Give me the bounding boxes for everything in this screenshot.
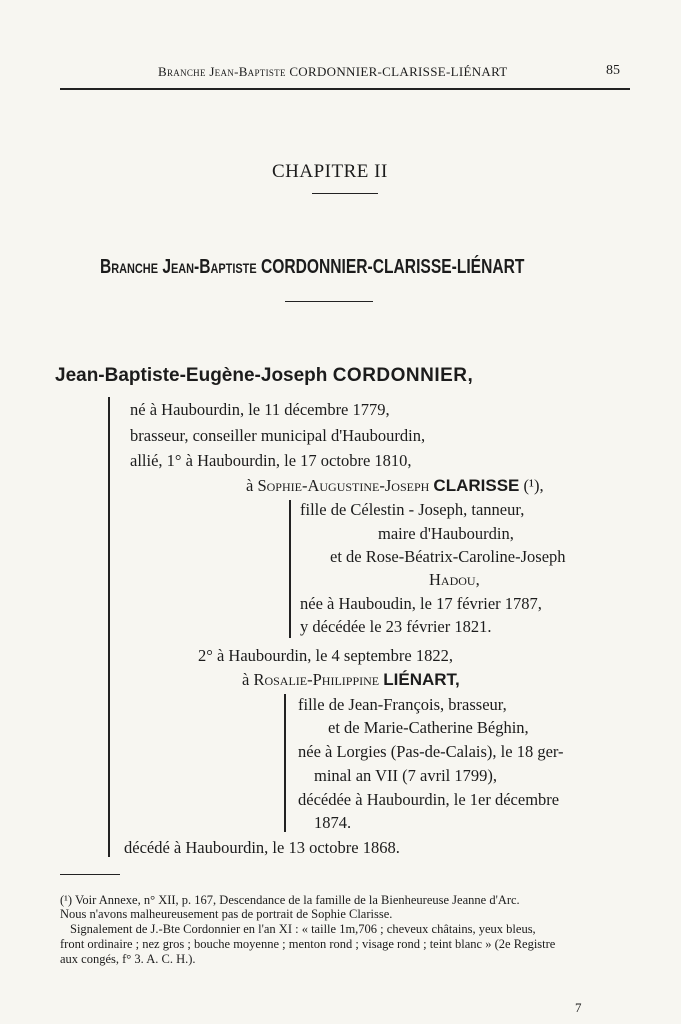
person-given-names: Jean-Baptiste-Eugène-Joseph bbox=[55, 365, 328, 386]
spouse2-marriage: 2° à Haubourdin, le 4 septembre 1822, bbox=[198, 646, 453, 665]
spouse2-line: et de Marie-Catherine Béghin, bbox=[328, 718, 529, 737]
person-name bbox=[55, 365, 473, 387]
spouse1-bracket bbox=[289, 500, 291, 638]
footnote-line: (¹) Voir Annexe, n° XII, p. 167, Descendance de la famille de la Bienheureuse Jeanne d'Arc. bbox=[60, 893, 520, 907]
spouse1-prefix: à bbox=[246, 476, 258, 495]
spouse2-surname: LIÉNART, bbox=[383, 670, 460, 689]
chapter-rule bbox=[312, 193, 378, 194]
spouse2-prefix: à bbox=[242, 670, 254, 689]
spouse2-line: 1874. bbox=[314, 813, 352, 832]
footnote-line: Signalement de J.-Bte Cordonnier en l'an XI : « taille 1m,706 ; cheveux châtains, yeux bleus, bbox=[70, 922, 536, 936]
spouse1-given-names: Sophie-Augustine-Joseph bbox=[257, 476, 430, 495]
spouse2-given-names: Rosalie-Philippine bbox=[253, 670, 380, 689]
spouse1-line: fille de Célestin - Joseph, tanneur, bbox=[300, 500, 525, 519]
footnote-line: aux congés, f° 3. A. C. H.). bbox=[60, 952, 196, 966]
footnote-line: front ordinaire ; nez gros ; bouche moyenne ; menton rond ; visage rond ; teint blanc » (2e Registre bbox=[60, 937, 556, 951]
header-rule bbox=[60, 88, 630, 90]
person-death: décédé à Haubourdin, le 13 octobre 1868. bbox=[124, 838, 400, 857]
spouse2-line: décédée à Haubourdin, le 1er décembre bbox=[298, 790, 560, 809]
spouse2-name bbox=[242, 670, 460, 690]
chapter-label: CHAPITRE II bbox=[272, 161, 388, 182]
spouse1-line: Hadou, bbox=[429, 570, 480, 589]
person-line: allié, 1° à Haubourdin, le 17 octobre 1810, bbox=[130, 451, 412, 470]
spouse1-name bbox=[246, 476, 544, 496]
person-surname: CORDONNIER, bbox=[332, 365, 474, 386]
spouse2-line: minal an VII (7 avril 1799), bbox=[314, 766, 497, 785]
footnote-rule bbox=[60, 874, 120, 875]
person-line: brasseur, conseiller municipal d'Haubourdin, bbox=[130, 426, 426, 445]
spouse2-line: née à Lorgies (Pas-de-Calais), le 18 ger- bbox=[298, 742, 564, 761]
spouse1-line: y décédée le 23 février 1821. bbox=[300, 617, 492, 636]
spouse1-note-marker: (¹), bbox=[523, 476, 544, 495]
footnote-line: Nous n'avons malheureusement pas de portrait de Sophie Clarisse. bbox=[60, 907, 393, 921]
person-bracket bbox=[108, 397, 110, 857]
spouse1-surname: CLARISSE bbox=[433, 476, 520, 495]
branch-title: Branche Jean-Baptiste CORDONNIER-CLARISSE-LIÉNART bbox=[100, 256, 525, 278]
spouse2-bracket bbox=[284, 694, 286, 832]
page-number: 85 bbox=[606, 63, 620, 78]
spouse2-line: fille de Jean-François, brasseur, bbox=[298, 695, 507, 714]
signature-mark: 7 bbox=[575, 1000, 582, 1015]
spouse1-line: et de Rose-Béatrix-Caroline-Joseph bbox=[330, 547, 566, 566]
person-line: né à Haubourdin, le 11 décembre 1779, bbox=[130, 400, 390, 419]
running-header: Branche Jean-Baptiste CORDONNIER-CLARISSE-LIÉNART bbox=[158, 64, 508, 79]
title-rule bbox=[285, 301, 373, 302]
spouse1-line: maire d'Haubourdin, bbox=[378, 524, 514, 543]
spouse1-line: née à Hauboudin, le 17 février 1787, bbox=[300, 594, 542, 613]
